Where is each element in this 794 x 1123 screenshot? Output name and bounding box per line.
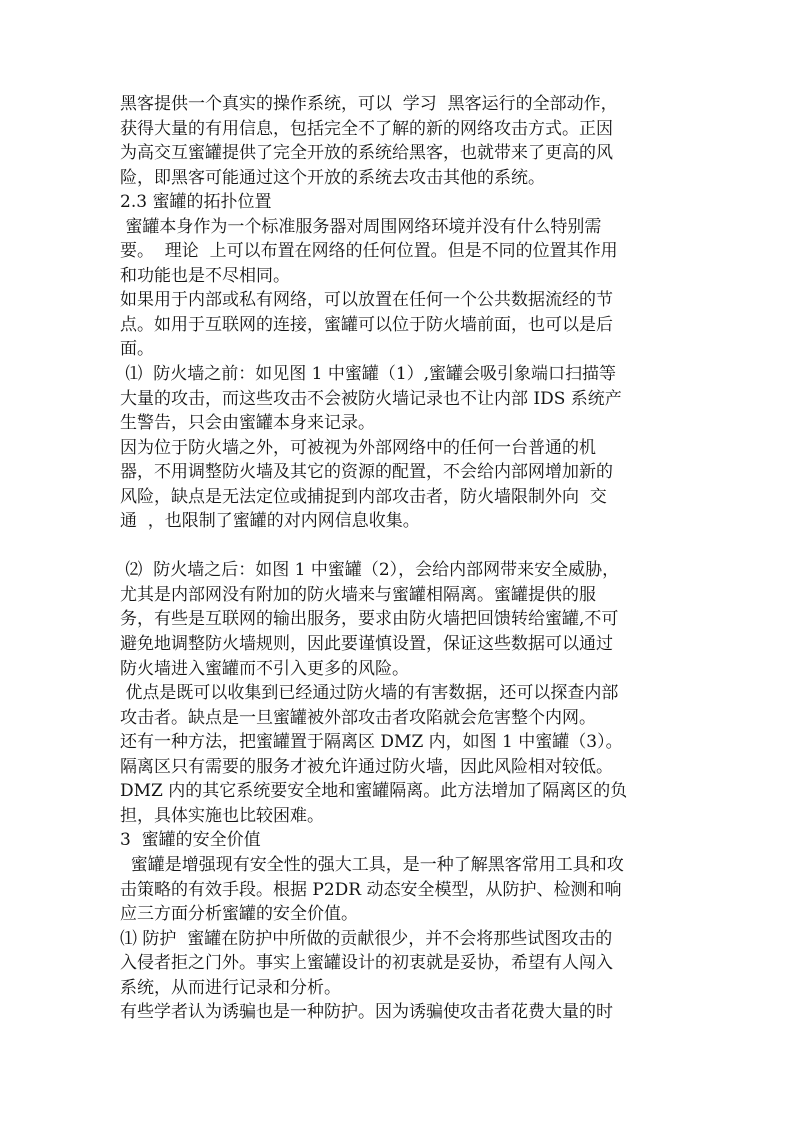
text-line: 器，不用调整防火墙及其它的资源的配置，不会给内部网增加新的 bbox=[120, 462, 613, 483]
text-line: 为高交互蜜罐提供了完全开放的系统给黑客，也就带来了更高的风 bbox=[120, 143, 613, 164]
text-line: 面。 bbox=[120, 339, 154, 360]
text-line: 大量的攻击，而这些攻击不会被防火墙记录也不让内部 IDS 系统产 bbox=[120, 388, 622, 409]
text-line: 防火墙进入蜜罐而不引入更多的风险。 bbox=[120, 658, 409, 679]
text-line: 系统，从而进行记录和分析。 bbox=[120, 977, 341, 998]
text-line: ⑴ 防护 蜜罐在防护中所做的贡献很少，并不会将那些试图攻击的 bbox=[120, 928, 613, 949]
text-line: 尤其是内部网没有附加的防火墙来与蜜罐相隔离。蜜罐提供的服 bbox=[120, 584, 596, 605]
text-line: ⑵ 防火墙之后：如图 1 中蜜罐（2），会给内部网带来安全威胁， bbox=[120, 560, 620, 581]
text-line: 入侵者拒之门外。事实上蜜罐设计的初衷就是妥协，希望有人闯入 bbox=[120, 953, 613, 974]
text-line: 点。如用于互联网的连接，蜜罐可以位于防火墙前面，也可以是后 bbox=[120, 314, 613, 335]
text-line: 如果用于内部或私有网络，可以放置在任何一个公共数据流经的节 bbox=[120, 290, 613, 311]
text-line: 蜜罐本身作为一个标准服务器对周围网络环境并没有什么特别需 bbox=[120, 216, 602, 237]
text-line: 和功能也是不尽相同。 bbox=[120, 265, 290, 286]
text-line: ⑴ 防火墙之前：如见图 1 中蜜罐（1）,蜜罐会吸引象端口扫描等 bbox=[120, 364, 617, 385]
text-line: 担，具体实施也比较困难。 bbox=[120, 805, 324, 826]
text-line: 隔离区只有需要的服务才被允许通过防火墙，因此风险相对较低。 bbox=[120, 756, 613, 777]
text-line: 蜜罐是增强现有安全性的强大工具，是一种了解黑客常用工具和攻 bbox=[120, 854, 624, 875]
blank-line bbox=[120, 534, 680, 559]
text-line: 务，有些是互联网的输出服务，要求由防火墙把回馈转给蜜罐,不可 bbox=[120, 609, 619, 630]
document-body bbox=[120, 92, 680, 1025]
text-line: DMZ 内的其它系统要安全地和蜜罐隔离。此方法增加了隔离区的负 bbox=[120, 781, 628, 802]
text-line: 生警告，只会由蜜罐本身来记录。 bbox=[120, 413, 375, 434]
text-line: 避免地调整防火墙规则，因此要谨慎设置，保证这些数据可以通过 bbox=[120, 634, 613, 655]
text-line: 通 ，也限制了蜜罐的对内网信息收集。 bbox=[120, 511, 420, 532]
text-line: 2.3 蜜罐的拓扑位置 bbox=[120, 192, 272, 213]
text-line: 还有一种方法，把蜜罐置于隔离区 DMZ 内，如图 1 中蜜罐（3）。 bbox=[120, 732, 623, 753]
text-line: 风险，缺点是无法定位或捕捉到内部攻击者，防火墙限制外向 交 bbox=[120, 486, 607, 507]
text-line: 攻击者。缺点是一旦蜜罐被外部攻击者攻陷就会危害整个内网。 bbox=[120, 707, 596, 728]
text-line: 优点是既可以收集到已经通过防火墙的有害数据，还可以探查内部 bbox=[120, 683, 619, 704]
text-line: 要。 理论 上可以布置在网络的任何位置。但是不同的位置其作用 bbox=[120, 241, 618, 262]
text-line: 黑客提供一个真实的操作系统，可以 学习 黑客运行的全部动作， bbox=[120, 94, 618, 114]
text-line: 应三方面分析蜜罐的安全价值。 bbox=[120, 904, 358, 925]
text-line: 3 蜜罐的安全价值 bbox=[120, 830, 261, 851]
text-line: 因为位于防火墙之外，可被视为外部网络中的任何一台普通的机 bbox=[120, 437, 596, 458]
text-line: 有些学者认为诱骗也是一种防护。因为诱骗使攻击者花费大量的时 bbox=[120, 1002, 613, 1023]
text-line: 险，即黑客可能通过这个开放的系统去攻击其他的系统。 bbox=[120, 167, 545, 188]
text-line: 获得大量的有用信息，包括完全不了解的新的网络攻击方式。正因 bbox=[120, 118, 613, 139]
text-line: 击策略的有效手段。根据 P2DR 动态安全模型，从防护、检测和响 bbox=[120, 879, 622, 900]
